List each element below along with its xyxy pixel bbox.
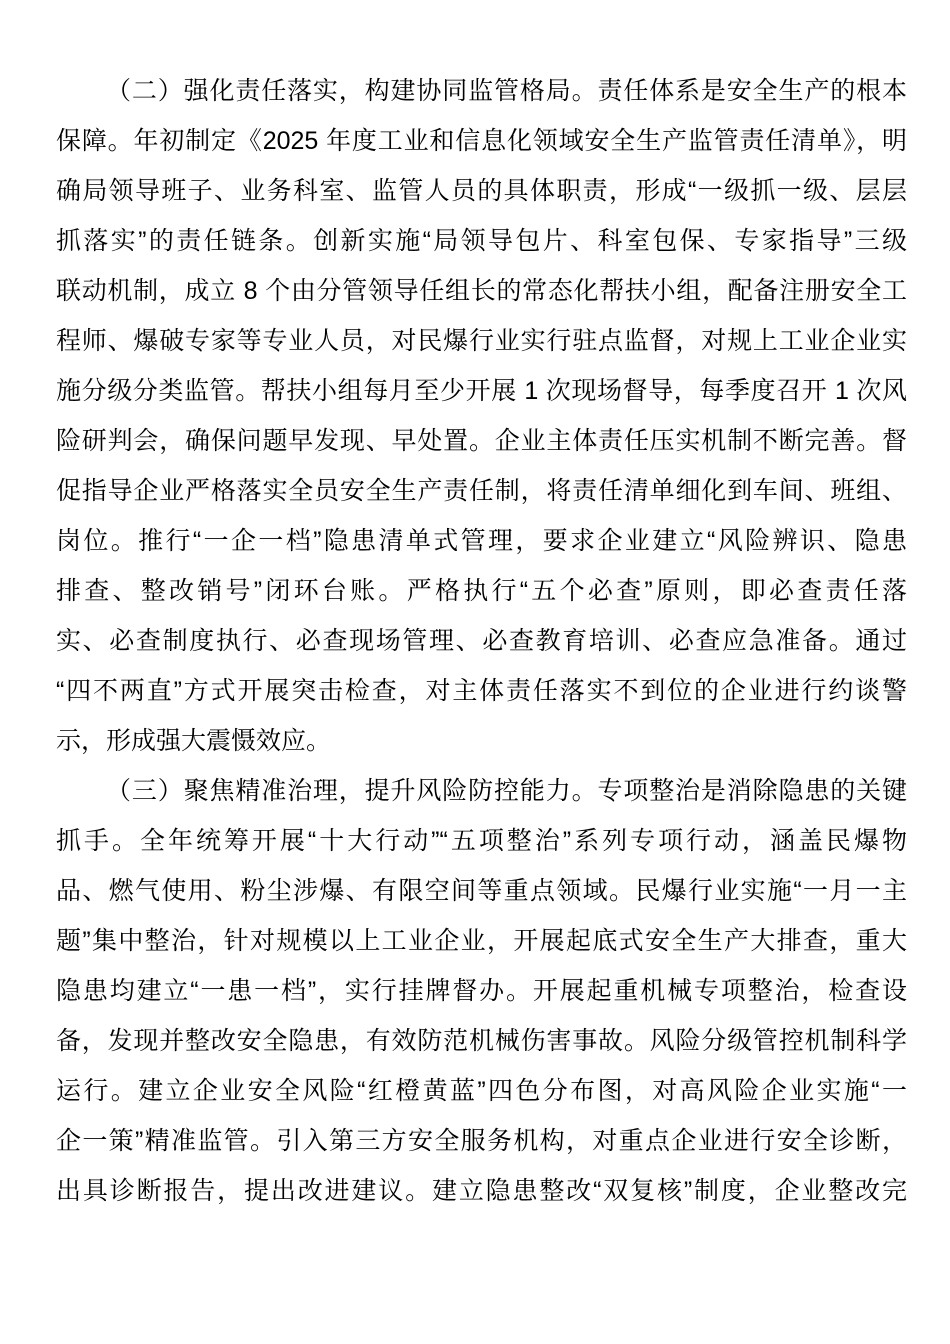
- text-line: 联动机制，成立 8 个由分管领导任组长的常态化帮扶小组，配备注册安全工: [56, 277, 907, 305]
- text-line: 抓落实”的责任链条。创新实施“局领导包片、科室包保、专家指导”三级: [56, 227, 907, 255]
- text-line: 促指导企业严格落实全员安全生产责任制，将责任清单细化到车间、班组、: [56, 477, 907, 505]
- text-line: 实、必查制度执行、必查现场管理、必查教育培训、必查应急准备。通过: [56, 627, 907, 655]
- text-line: 排查、整改销号”闭环台账。严格执行“五个必查”原则，即必查责任落: [56, 577, 907, 605]
- text-line: 备，发现并整改安全隐患，有效防范机械伤害事故。风险分级管控机制科学: [56, 1027, 907, 1055]
- text-line: （三）聚焦精准治理，提升风险防控能力。专项整治是消除隐患的关键: [106, 777, 907, 805]
- document-body: [56, 66, 907, 1216]
- text-line: 品、燃气使用、粉尘涉爆、有限空间等重点领域。民爆行业实施“一月一主: [56, 877, 907, 905]
- text-line: 保障。年初制定《2025 年度工业和信息化领域安全生产监管责任清单》，明: [56, 127, 907, 155]
- text-line: 题”集中整治，针对规模以上工业企业，开展起底式安全生产大排查，重大: [56, 927, 907, 955]
- paragraph-section-3-precise-governance: [56, 766, 907, 1216]
- text-line: 抓手。全年统筹开展“十大行动”“五项整治”系列专项行动，涵盖民爆物: [56, 827, 907, 855]
- text-line: （二）强化责任落实，构建协同监管格局。责任体系是安全生产的根本: [106, 77, 907, 105]
- text-line: 确局领导班子、业务科室、监管人员的具体职责，形成“一级抓一级、层层: [56, 177, 907, 205]
- text-line: 隐患均建立“一患一档”，实行挂牌督办。开展起重机械专项整治，检查设: [56, 977, 907, 1005]
- text-line: 程师、爆破专家等专业人员，对民爆行业实行驻点监督，对规上工业企业实: [56, 327, 907, 355]
- text-line: 出具诊断报告，提出改进建议。建立隐患整改“双复核”制度，企业整改完: [56, 1177, 907, 1205]
- text-line: 岗位。推行“一企一档”隐患清单式管理，要求企业建立“风险辨识、隐患: [56, 527, 907, 555]
- text-line: 险研判会，确保问题早发现、早处置。企业主体责任压实机制不断完善。督: [56, 427, 907, 455]
- paragraph-section-2-responsibility: [56, 66, 907, 766]
- text-line: 施分级分类监管。帮扶小组每月至少开展 1 次现场督导，每季度召开 1 次风: [56, 377, 907, 405]
- text-line: 示，形成强大震慑效应。: [56, 727, 332, 755]
- text-line: 企一策”精准监管。引入第三方安全服务机构，对重点企业进行安全诊断，: [56, 1127, 907, 1155]
- text-line: 运行。建立企业安全风险“红橙黄蓝”四色分布图，对高风险企业实施“一: [56, 1077, 907, 1105]
- text-line: “四不两直”方式开展突击检查，对主体责任落实不到位的企业进行约谈警: [56, 677, 907, 705]
